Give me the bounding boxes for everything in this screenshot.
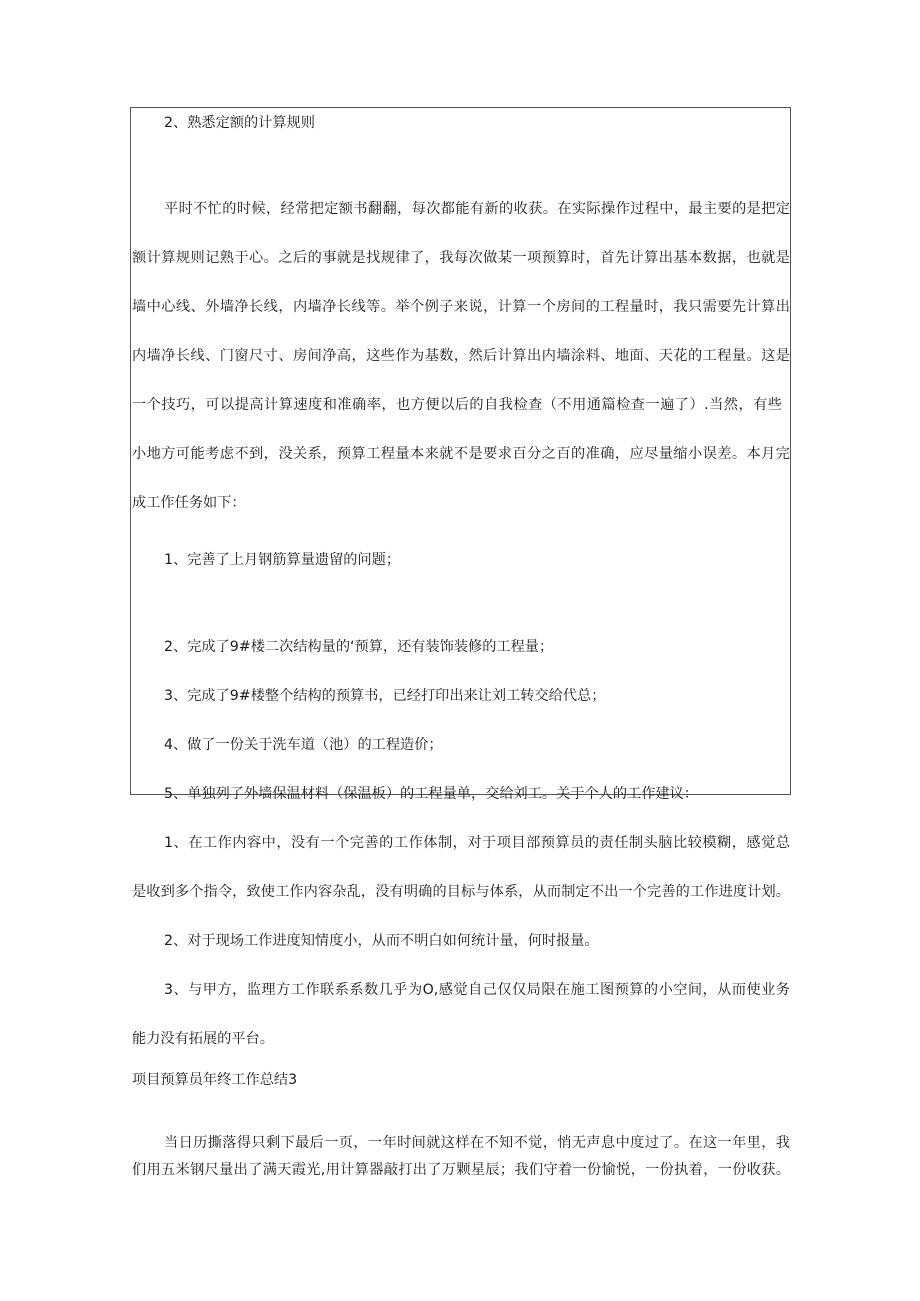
suggestion-line: 3、与甲方，监理方工作联系系数几乎为O,感觉自己仅仅局限在施工图预算的小空间，从而使业务: [164, 982, 790, 998]
paragraph-line: 小地方可能考虑不到，没关系，预算工程量本来就不是要求百分之百的准确，应尽量缩小误差。本月完: [132, 446, 790, 462]
body-text-line: 们用五米钢尺量出了满天霞光,用计算器敲打出了万颗星辰；我们守着一份愉悦，一份执着，一份收获。: [132, 1162, 790, 1178]
section-title: 项目预算员年终工作总结3: [132, 1072, 298, 1088]
section-heading: 2、熟悉定额的计算规则: [164, 115, 315, 131]
paragraph-line: 成工作任务如下：: [132, 495, 246, 511]
body-text-line: 当日历撕落得只剩下最后一页，一年时间就这样在不知不觉，悄无声息中度过了。在这一年里，我: [164, 1135, 790, 1151]
paragraph-line: 内墙净长线、门窗尺寸、房间净高，这些作为基数，然后计算出内墙涂料、地面、天花的工程量。这是: [132, 348, 790, 364]
paragraph-line: 墙中心线、外墙净长线，内墙净长线等。举个例子来说，计算一个房间的工程量时，我只需要先计算出: [132, 299, 790, 315]
paragraph-line: 一个技巧，可以提高计算速度和准确率，也方便以后的自我检查（不用通篇检查一遍了）.当然，有些: [132, 397, 782, 413]
task-item: 2、完成了9#楼二次结构量的‘预算，还有装饰装修的工程量；: [164, 639, 554, 655]
suggestion-line: 能力没有拓展的平台。: [132, 1031, 274, 1047]
paragraph-line: 平时不忙的时候，经常把定额书翻翻，每次都能有新的收获。在实际操作过程中，最主要的是把定: [164, 201, 790, 217]
suggestion-line: 2、对于现场工作进度知情度小，从而不明白如何统计量，何时报量。: [164, 933, 599, 949]
suggestion-line: 是收到多个指令，致使工作内容杂乱，没有明确的目标与体系，从而制定不出一个完善的工作进度计划。: [132, 884, 790, 900]
task-item: 1、完善了上月钢筋算量遗留的问题；: [164, 552, 401, 568]
task-item: 5、单独列了外墙保温材料（保温板）的工程量单，交给刘工。关于个人的工作建议：: [164, 786, 698, 802]
paragraph-line: 额计算规则记熟于心。之后的事就是找规律了，我每次做某一项预算时，首先计算出基本数据，也就是: [132, 250, 790, 266]
task-item: 3、完成了9#楼整个结构的预算书，已经打印出来让刘工转交给代总；: [164, 688, 606, 704]
suggestion-line: 1、在工作内容中，没有一个完善的工作体制，对于项目部预算员的责任制头脑比较模糊，感觉总: [164, 835, 790, 851]
task-item: 4、做了一份关于洗车道（池）的工程造价；: [164, 737, 443, 753]
